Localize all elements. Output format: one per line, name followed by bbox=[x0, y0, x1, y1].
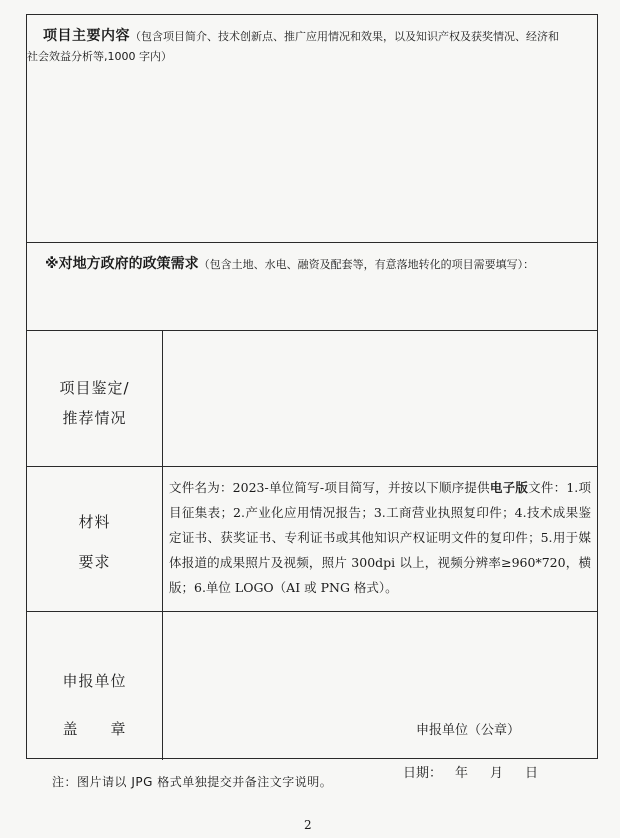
policy-note: （包含土地、水电、融资及配套等，有意落地转化的项目需要填写）： bbox=[198, 258, 535, 271]
date-label: 日期： bbox=[403, 766, 443, 781]
appraisal-content-cell[interactable] bbox=[163, 331, 597, 466]
material-text-part2: 文件：1.项目征集表；2.产业化应用情况报告；3.工商营业执照复印件；4.技术成果鉴定证书、获奖证书、专利证书或其他知识产权证明文件的复印件；5.用于媒体报道的成果照片及视频，照片 300dpi 以上，视频分辨率≥960*720，横版；6.单位 LOGO（AI 或 PNG 格式）。 bbox=[169, 480, 591, 595]
material-text-bold: 电子版 bbox=[489, 480, 529, 495]
policy-needs-section bbox=[27, 243, 597, 331]
policy-heading bbox=[45, 253, 534, 273]
unit-label-line1: 申报单位 bbox=[62, 672, 127, 690]
main-content-heading bbox=[43, 25, 559, 45]
policy-title: ※对地方政府的政策需求 bbox=[45, 256, 199, 272]
main-content-title: 项目主要内容 bbox=[43, 28, 130, 44]
date-day-label: 日 bbox=[525, 766, 539, 781]
page-number: 2 bbox=[304, 818, 312, 832]
applicant-unit-section bbox=[27, 612, 597, 781]
appraisal-section bbox=[27, 331, 597, 467]
appraisal-label-line1: 项目鉴定/ bbox=[59, 379, 130, 397]
material-text-part1: 文件名为：2023-单位简写-项目简写，并按以下顺序提供 bbox=[169, 480, 490, 495]
material-label-line2: 要求 bbox=[78, 553, 111, 571]
material-requirements-section bbox=[27, 467, 597, 612]
material-content-cell bbox=[163, 467, 597, 611]
unit-stamp-label: 申报单位（公章） bbox=[416, 723, 521, 738]
main-content-section bbox=[27, 15, 597, 243]
unit-content-cell[interactable] bbox=[163, 612, 597, 781]
material-label-cell bbox=[27, 467, 163, 611]
unit-label-cell bbox=[27, 612, 163, 760]
appraisal-label-line2: 推荐情况 bbox=[62, 409, 127, 427]
date-year-label: 年 bbox=[455, 766, 469, 781]
material-requirements-text bbox=[169, 475, 591, 600]
footer-note: 注：图片请以 JPG 格式单独提交并备注文字说明。 bbox=[52, 775, 333, 789]
application-form-table bbox=[26, 14, 598, 781]
material-label-line1: 材料 bbox=[78, 513, 111, 531]
date-month-label: 月 bbox=[490, 766, 504, 781]
main-content-note-continued: 社会效益分析等,1000 字内） bbox=[27, 50, 172, 63]
unit-label-line2: 盖 章 bbox=[62, 720, 127, 738]
main-content-note: （包含项目简介、技术创新点、推广应用情况和效果，以及知识产权及获奖情况、经济和 bbox=[130, 30, 559, 43]
appraisal-label-cell bbox=[27, 331, 163, 466]
